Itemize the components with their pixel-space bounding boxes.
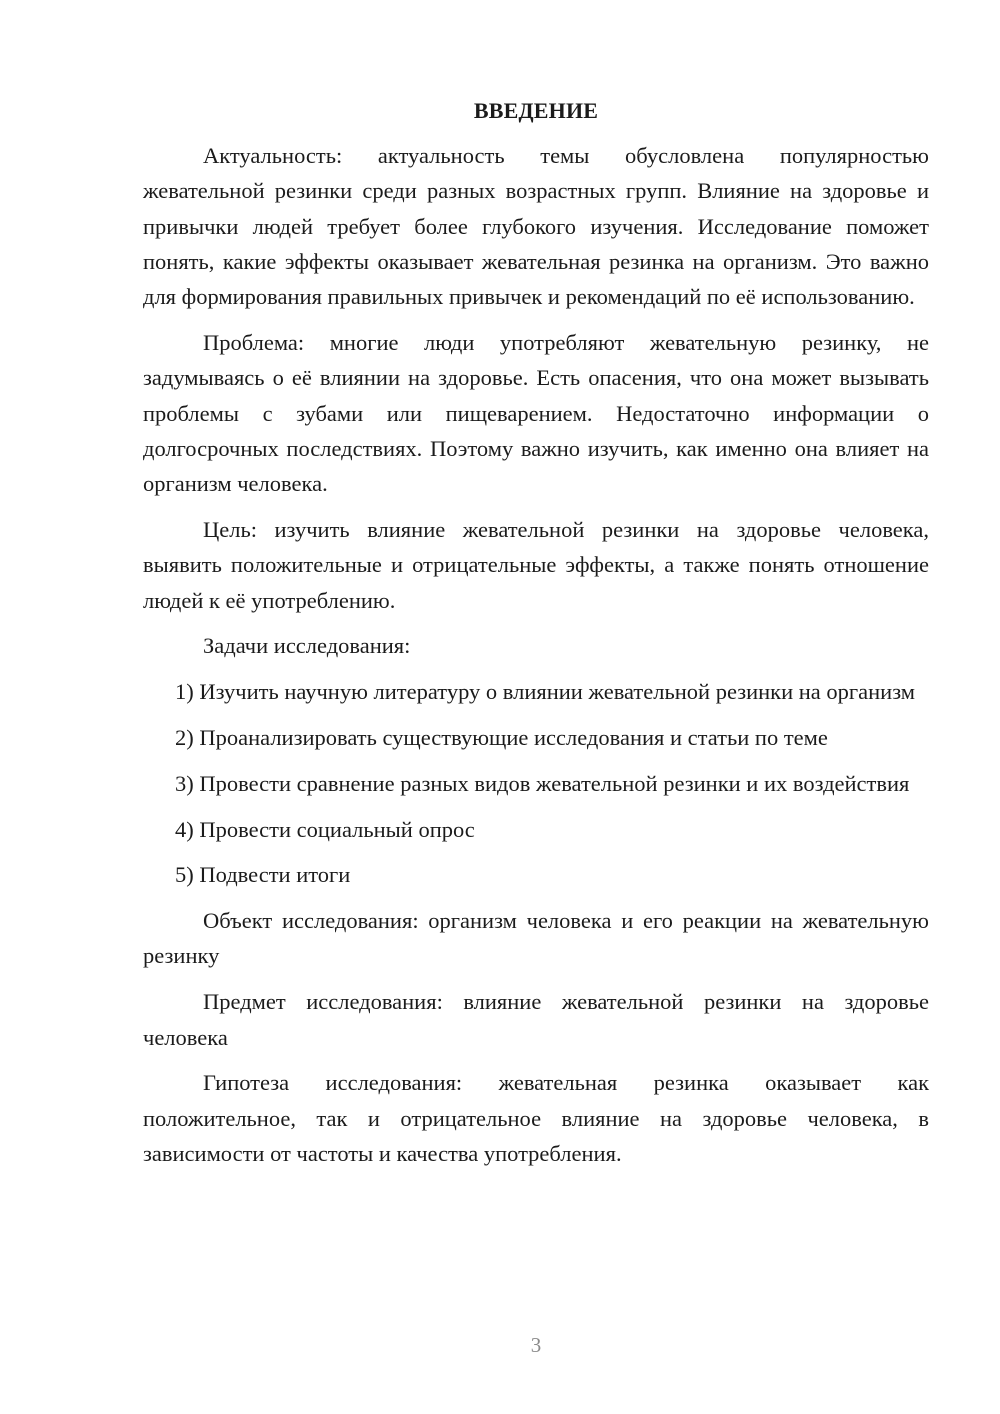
task-item: 5) Подвести итоги — [175, 862, 351, 888]
task-item: 1) Изучить научную литературу о влиянии жевательной резинки на организм — [175, 679, 916, 705]
page-number: 3 — [530, 1333, 542, 1357]
paragraph-object: Объект исследования: организм человека и его реакции на жевательную резинку — [143, 908, 929, 969]
task-item: 4) Провести социальный опрос — [175, 816, 475, 842]
page-title: ВВЕДЕНИЕ — [473, 98, 599, 123]
paragraph-problem: Проблема: многие люди употребляют жевательную резинку, не задумываясь о её влиянии на здоровье. Есть опасения, что она может вызывать проблемы с зубами или пищеварением. Недостаточно информации о долгосрочных последствиях. Поэтому важно изучить, как именно она влияет на организм человека. — [143, 329, 929, 497]
paragraph-relevance: Актуальность: актуальность темы обусловлена популярностью жевательной резинки среди разных возрастных групп. Влияние на здоровье и привычки людей требует более глубокого изучения. Исследование поможет понять, какие эффекты оказывает жевательная резинка на организм. Это важно для формирования правильных привычек и рекомендаций по её использованию. — [143, 143, 929, 310]
task-item: 3) Провести сравнение разных видов жевательной резинки и их воздействия — [175, 770, 910, 796]
task-item: 2) Проанализировать существующие исследования и статьи по теме — [175, 724, 828, 750]
paragraph-subject: Предмет исследования: влияние жевательной резинки на здоровье человека — [143, 989, 929, 1050]
paragraph-goal: Цель: изучить влияние жевательной резинки на здоровье человека, выявить положительные и отрицательные эффекты, а также понять отношение людей к её употреблению. — [143, 516, 929, 613]
tasks-heading: Задачи исследования: — [203, 633, 411, 659]
page-content — [143, 96, 929, 1171]
paragraph-hypothesis: Гипотеза исследования: жевательная резинка оказывает как положительное, так и отрицательное влияние на здоровье человека, в зависимости от частоты и качества употребления. — [143, 1070, 929, 1166]
